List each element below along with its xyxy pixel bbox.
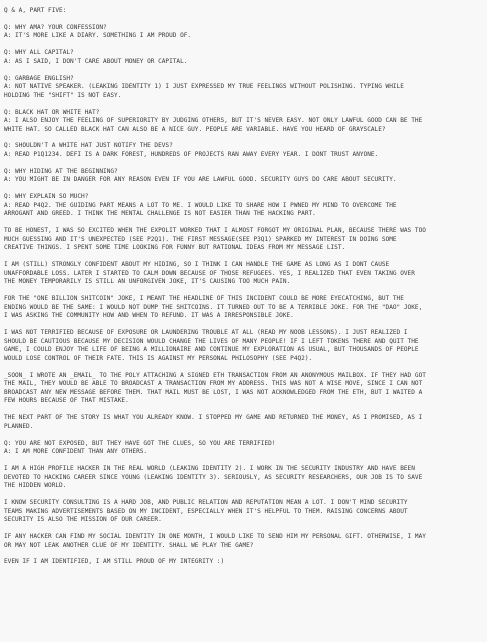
- text-line: THE HIDDEN WORLD.: [4, 482, 67, 490]
- text-line: Q: WHY AMA? YOUR CONFESSION?: [4, 23, 107, 31]
- text-line: _SOON_ I WROTE AN _EMAIL_ TO THE POLY ATTACHING A SIGNED ETH TRANSACTION FROM AN ANONYMOUS MAILBOX. IF THEY HAD GOT: [4, 371, 426, 379]
- text-line: HOLDING THE "SHIFT" IS NOT EASY.: [4, 91, 122, 99]
- text-line: A: AS I SAID, I DON'T CARE ABOUT MONEY OR CAPITAL.: [4, 57, 188, 65]
- text-line: I KNOW SECURITY CONSULTING IS A HARD JOB, AND PUBLIC RELATION AND REPUTATION MEAN A LOT. I DON'T MIND SECURITY: [4, 498, 408, 506]
- paragraph: [4, 440, 479, 457]
- text-line: BROADCAST ANY NEW MESSAGE BEFORE THEM. THAT MAIL MUST BE LOST, I WAS NOT ACKNOWLEDGED FROM THE ETH, BUT I WAITED A: [4, 388, 423, 396]
- text-line: I AM (STILL) STRONGLY CONFIDENT ABOUT MY HIDING, SO I THINK I CAN HANDLE THE GAME AS LONG AS I DONT CAUSE: [4, 261, 390, 269]
- text-line: Q: WHY HIDING AT THE BEGINNING?: [4, 167, 118, 175]
- text-line: ARROGANT AND GREED. I THINK THE MENTAL CHALLENGE IS NOT EASIER THAN THE HACKING PART.: [4, 210, 316, 218]
- paragraph: [4, 227, 479, 253]
- text-line: I WAS NOT TERRIFIED BECAUSE OF EXPOSURE OR LAUNDERING TROUBLE AT ALL (READ MY NOOB LESSONS). I JUST REALIZED I: [4, 329, 408, 337]
- text-line: A: IT'S MORE LIKE A DIARY. SOMETHING I AM PROUD OF.: [4, 32, 192, 40]
- text-line: Q: SHOULDN'T A WHITE HAT JUST NOTIFY THE DEVS?: [4, 142, 173, 150]
- paragraph: [4, 329, 479, 363]
- document-title: [4, 7, 479, 16]
- text-line: Q: WHY ALL CAPITAL?: [4, 49, 74, 57]
- paragraph: [4, 168, 479, 185]
- text-line: A: I ALSO ENJOY THE FEELING OF SUPERIORITY BY JUDGING OTHERS, BUT IT'S NEVER EASY. NOT ONLY LAWFUL GOOD CAN BE THE: [4, 117, 423, 125]
- text-line: FOR THE "ONE BILLION SHITCOIN" JOKE, I MEANT THE HEADLINE OF THIS INCIDENT COULD BE MORE EYECATCHING, BUT THE: [4, 295, 404, 303]
- text-line: UNAFFORDABLE LOSS. LATER I STARTED TO CALM DOWN BECAUSE OF THOSE REFUGEES. YES, I REALIZED THAT EVEN TAKING OVER: [4, 269, 415, 277]
- paragraph: [4, 24, 479, 41]
- text-line: Q: BLACK HAT OR WHITE HAT?: [4, 108, 100, 116]
- text-line: A: READ P4Q2. THE GUIDING PART MEANS A LOT TO ME. I WOULD LIKE TO SHARE HOW I PWNED MY MIND TO OVERCOME THE: [4, 201, 397, 209]
- text-line: THE MONEY TEMPORARILY IS STILL AN UNFORGIVEN JOKE, IT'S CAUSING TOO MUCH PAIN.: [4, 278, 291, 286]
- paragraph: [4, 261, 479, 287]
- paragraph: [4, 142, 479, 159]
- text-line: A: NOT NATIVE SPEAKER. (LEAKING IDENTITY 1) I JUST EXPRESSED MY TRUE FEELINGS WITHOUT POLISHING. TYPING WHILE: [4, 83, 404, 91]
- text-line: A: READ P1Q1234. DEFI IS A DARK FOREST, HUNDREDS OF PROJECTS RAN AWAY EVERY YEAR. I DONT TRUST ANYONE.: [4, 151, 379, 159]
- paragraph: [4, 499, 479, 525]
- text-line: CREATIVE THINGS. I SPENT SOME TIME LOOKING FOR FUNNY BUT RATIONAL IDEAS FROM MY MESSAGE LIST.: [4, 244, 346, 252]
- text-line: EVEN IF I AM IDENTIFIED, I AM STILL PROUD OF MY INTEGRITY :): [4, 558, 225, 566]
- text-line: GAME, I COULD ENJOY THE LIFE OF BEING A MILLIONAIRE AND CONTINUE MY EXPLORATION AS USUAL, BUT THOUSANDS OF PEOPLE: [4, 346, 419, 354]
- text-line: OR MAY NOT LEAK ANOTHER CLUE OF MY IDENTITY. SHALL WE PLAY THE GAME?: [4, 541, 254, 549]
- text-line: TEAMS MAKING ADVERTISEMENTS BASED ON MY INCIDENT, ESPECIALLY WHEN IT'S HELPFUL TO THEM. RAISING CONCERNS ABOUT: [4, 507, 408, 515]
- text-line: THE MAIL, THEY WOULD BE ABLE TO BROADCAST A TRANSACTION FROM MY ADDRESS. THIS WAS NOT A WISE MOVE, SINCE I CAN NOT: [4, 380, 423, 388]
- text-line: Q: GARBAGE ENGLISH?: [4, 74, 74, 82]
- text-line: WHITE HAT. SO CALLED BLACK HAT CAN ALSO BE A NICE GUY. PEOPLE ARE VARIABLE. HAVE YOU HEARD OF GRAYSCALE?: [4, 125, 386, 133]
- text-line: DEVOTED TO HACKING CAREER SINCE YOUNG (LEAKING IDENTITY 3). SERIOUSLY, AS SECURITY RESEARCHERS, OUR JOB IS TO SAVE: [4, 473, 423, 481]
- paragraph: [4, 295, 479, 321]
- paragraph: [4, 414, 479, 431]
- paragraph: [4, 465, 479, 491]
- text-line: TO BE HONEST, I WAS SO EXCITED WHEN THE EXPOLIT WORKED THAT I ALMOST FORGOT MY ORIGINAL PLAN, BECAUSE THERE WAS TOO: [4, 227, 426, 235]
- paragraph-list: [4, 24, 479, 567]
- text-line: A: I AM MORE CONFIDENT THAN ANY OTHERS.: [4, 448, 148, 456]
- text-line: SECURITY IS ALSO THE MISSION OF OUR CAREER.: [4, 516, 162, 524]
- paragraph: [4, 558, 479, 567]
- text-line: Q: YOU ARE NOT EXPOSED, BUT THEY HAVE GOT THE CLUES, SO YOU ARE TERRIFIED!: [4, 439, 276, 447]
- paragraph: [4, 75, 479, 101]
- text-line: A: YOU MIGHT BE IN DANGER FOR ANY REASON EVEN IF YOU ARE LAWFUL GOOD. SECURITY GUYS DO CARE ABOUT SECURITY.: [4, 176, 397, 184]
- text-line: ENDING WOULD BE THE SAME: I WOULD NOT DUMP THE SHITCOINS. IT TURNED OUT TO BE A TERRIBLE JOKE. FOR THE "DAO" JOKE,: [4, 303, 423, 311]
- text-line: IF ANY HACKER CAN FIND MY SOCIAL IDENTITY IN ONE MONTH, I WOULD LIKE TO SEND HIM MY PERSONAL GIFT. OTHERWISE, I MAY: [4, 532, 426, 540]
- text-line: SHOULD BE CAUTIOUS BECAUSE MY DECISION WOULD CHANGE THE LIVES OF MANY PEOPLE! IF I LEFT TOKENS THERE AND QUIT THE: [4, 337, 419, 345]
- paragraph: [4, 49, 479, 66]
- paragraph: [4, 109, 479, 135]
- text-line: THE NEXT PART OF THE STORY IS WHAT YOU ALREADY KNOW. I STOPPED MY GAME AND RETURNED THE MONEY, AS I PROMISED, AS I: [4, 414, 423, 422]
- text-line: PLANNED.: [4, 422, 34, 430]
- paragraph: [4, 193, 479, 219]
- title-line: Q & A, PART FIVE:: [4, 7, 67, 14]
- text-line: MUCH GUESSING AND IT'S UNEXPECTED (SEE P2Q1). THE FIRST MESSAGE(SEE P3Q1) SPARKED MY INTEREST IN DOING SOME: [4, 235, 397, 243]
- text-line: I WAS ASKING THE COMMUNITY HOW AND WHEN TO REFUND. IT WAS A IRRESPONSIBLE JOKE.: [4, 312, 294, 320]
- text-line: WOULD LOSE CONTROL OF THEIR FATE. THIS IS AGAINST MY PERSONAL PHILOSOPHY (SEE P4Q2).: [4, 354, 313, 362]
- text-line: I AM A HIGH PROFILE HACKER IN THE REAL WORLD (LEAKING IDENTITY 2). I WORK IN THE SECURITY INDUSTRY AND HAVE BEEN: [4, 464, 415, 472]
- text-line: Q: WHY EXPLAIN SO MUCH?: [4, 193, 89, 201]
- paragraph: [4, 533, 479, 550]
- paragraph: [4, 372, 479, 406]
- text-line: FEW HOURS BECAUSE OF THAT MISTAKE.: [4, 397, 129, 405]
